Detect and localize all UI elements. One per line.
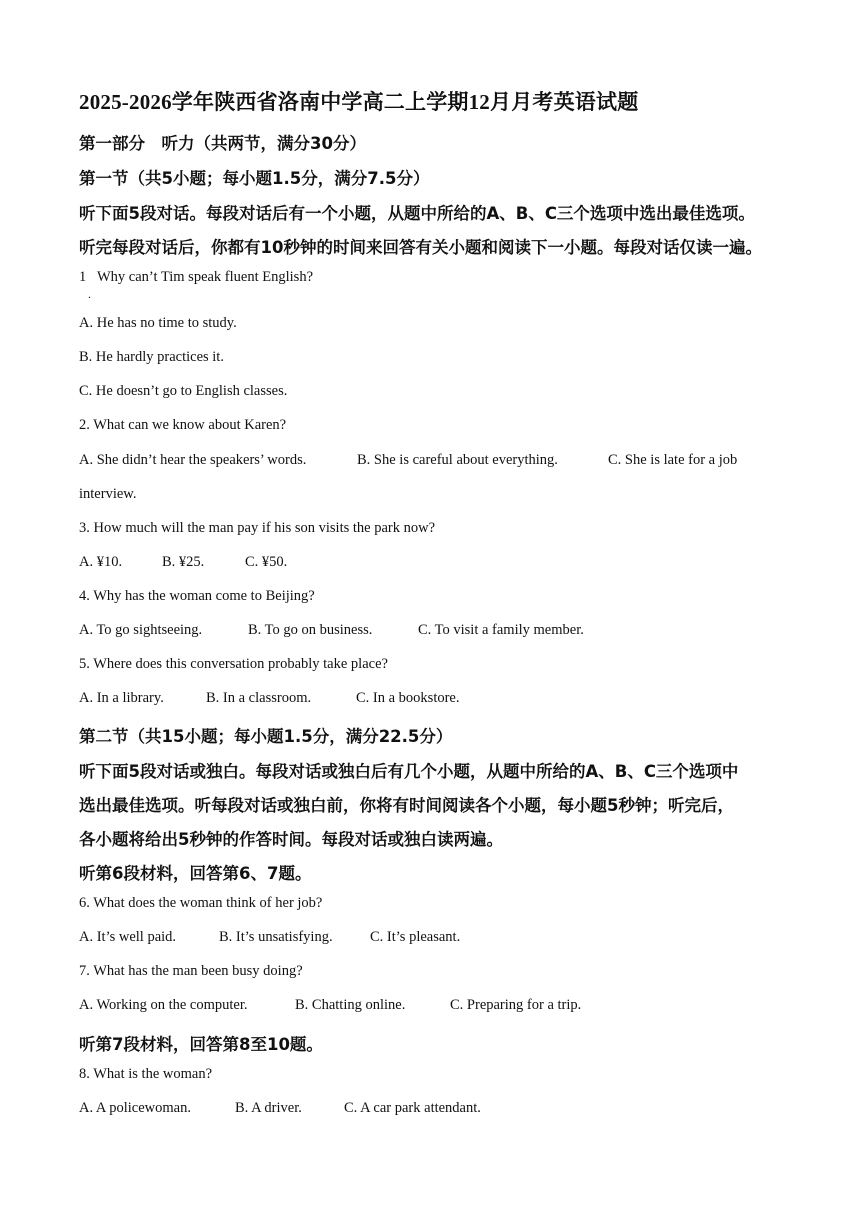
question-2-option-c-continued: interview. xyxy=(79,486,137,502)
question-1-text: Why can’t Tim speak fluent English? xyxy=(97,269,313,285)
question-8-option-a: A. A policewoman. xyxy=(79,1100,191,1116)
exam-title: 2025-2026学年陕西省洛南中学高二上学期12月月考英语试题 xyxy=(79,90,639,114)
material-7-instruction: 听第7段材料，回答第8至10题。 xyxy=(79,1035,323,1054)
question-7-option-b: B. Chatting online. xyxy=(295,997,406,1013)
section2-heading: 第二节（共15小题；每小题1.5分，满分22.5分） xyxy=(79,727,453,746)
question-1-option-c: C. He doesn’t go to English classes. xyxy=(79,383,288,399)
question-8-text: 8. What is the woman? xyxy=(79,1066,213,1082)
question-4-option-a: A. To go sightseeing. xyxy=(79,622,203,638)
question-2-option-b: B. She is careful about everything. xyxy=(357,452,558,468)
part1-heading: 第一部分 听力（共两节，满分30分） xyxy=(79,134,366,153)
question-6-option-b: B. It’s unsatisfying. xyxy=(219,929,333,945)
question-2-option-c: C. She is late for a job xyxy=(608,452,738,468)
question-4-text: 4. Why has the woman come to Beijing? xyxy=(79,588,315,604)
section1-instruction-line1: 听下面5段对话。每段对话后有一个小题，从题中所给的A、B、C三个选项中选出最佳选项。 xyxy=(79,204,755,223)
question-1-option-a: A. He has no time to study. xyxy=(79,315,237,331)
question-7-option-c: C. Preparing for a trip. xyxy=(450,997,582,1013)
question-3-option-a: A. ¥10. xyxy=(79,554,123,570)
question-8-option-c: C. A car park attendant. xyxy=(344,1100,481,1116)
section2-instruction-line2: 选出最佳选项。听每段对话或独白前，你将有时间阅读各个小题，每小题5秒钟；听完后， xyxy=(79,796,734,815)
question-4-option-c: C. To visit a family member. xyxy=(418,622,584,638)
question-5-option-b: B. In a classroom. xyxy=(206,690,312,706)
question-5-option-a: A. In a library. xyxy=(79,690,164,706)
question-6-text: 6. What does the woman think of her job? xyxy=(79,895,323,911)
question-1-option-b: B. He hardly practices it. xyxy=(79,349,224,365)
question-7-text: 7. What has the man been busy doing? xyxy=(79,963,303,979)
question-4-option-b: B. To go on business. xyxy=(248,622,373,638)
section2-instruction-line3: 各小题将给出5秒钟的作答时间。每段对话或独白读两遍。 xyxy=(79,830,503,849)
question-2-text: 2. What can we know about Karen? xyxy=(79,417,287,433)
section2-instruction-line1: 听下面5段对话或独白。每段对话或独白后有几个小题，从题中所给的A、B、C三个选项中 xyxy=(79,762,739,781)
question-3-option-b: B. ¥25. xyxy=(162,554,205,570)
question-6-option-c: C. It’s pleasant. xyxy=(370,929,461,945)
question-1-number: 1 xyxy=(79,269,87,285)
question-5-option-c: C. In a bookstore. xyxy=(356,690,460,706)
question-7-option-a: A. Working on the computer. xyxy=(79,997,248,1013)
material-6-instruction: 听第6段材料，回答第6、7题。 xyxy=(79,864,312,883)
question-5-text: 5. Where does this conversation probably take place? xyxy=(79,656,388,672)
question-1 xyxy=(79,269,313,286)
section1-instruction-line2: 听完每段对话后，你都有10秒钟的时间来回答有关小题和阅读下一小题。每段对话仅读一遍。 xyxy=(79,238,762,257)
question-6-option-a: A. It’s well paid. xyxy=(79,929,177,945)
section1-heading: 第一节（共5小题；每小题1.5分，满分7.5分） xyxy=(79,169,430,188)
question-3-text: 3. How much will the man pay if his son visits the park now? xyxy=(79,520,436,536)
question-1-dot: . xyxy=(88,287,91,301)
question-3-option-c: C. ¥50. xyxy=(245,554,288,570)
question-8-option-b: B. A driver. xyxy=(235,1100,302,1116)
question-2-option-a: A. She didn’t hear the speakers’ words. xyxy=(79,452,307,468)
